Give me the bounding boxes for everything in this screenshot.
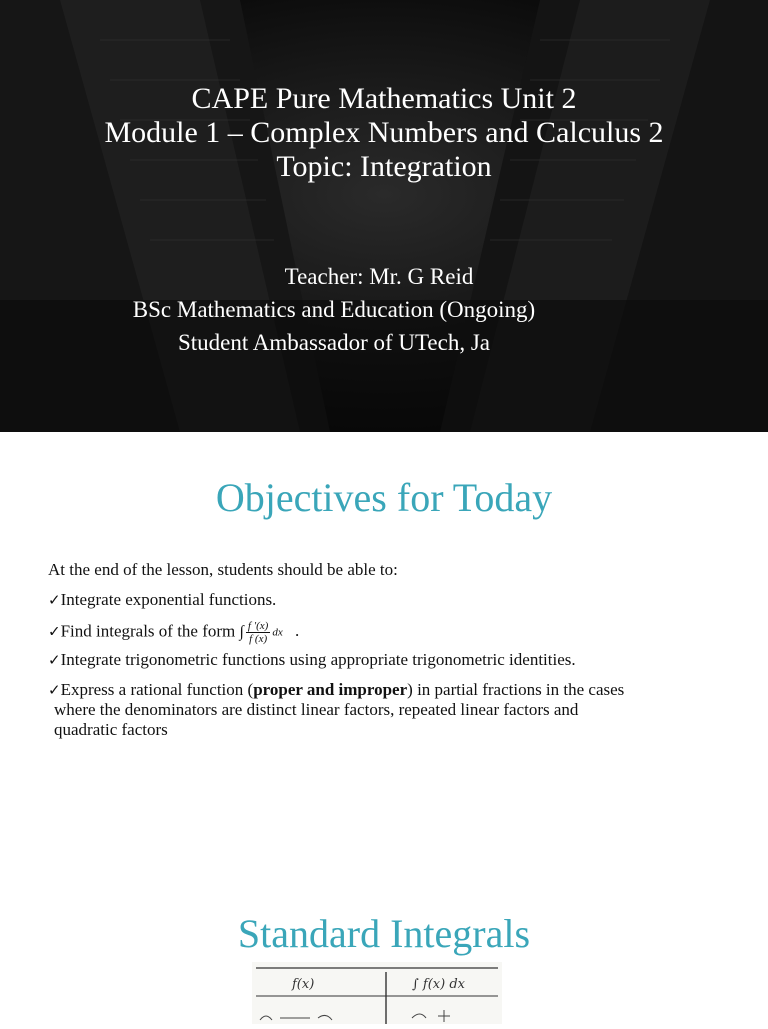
objectives-intro: At the end of the lesson, students should be able to: — [48, 560, 398, 579]
check-icon: ✓ — [48, 681, 61, 699]
handwritten-table — [252, 962, 502, 1024]
check-icon: ✓ — [48, 622, 61, 641]
topic-title: Topic: Integration — [276, 150, 492, 183]
formula-fraction — [246, 620, 270, 645]
objectives-slide — [0, 432, 768, 862]
check-icon: ✓ — [48, 651, 61, 669]
teacher-name: Teacher: Mr. G Reid — [284, 264, 474, 289]
title-slide — [0, 0, 768, 432]
objectives-list — [48, 560, 728, 740]
teacher-role: Student Ambassador of UTech, Ja — [177, 330, 491, 355]
formula-period: . — [294, 621, 300, 641]
title-block — [0, 82, 768, 184]
objective-text: Express a rational function ( — [60, 680, 254, 699]
city-skyline-background — [0, 0, 768, 432]
fraction-numerator: f ′(x) — [247, 620, 269, 632]
integral-symbol: ∫ — [239, 623, 244, 641]
course-title: CAPE Pure Mathematics Unit 2 — [191, 82, 577, 115]
objectives-heading: Objectives for Today — [215, 475, 553, 520]
standard-integrals-slide — [0, 862, 768, 1024]
objective-text-rest: ) in partial fractions in the cases — [407, 680, 625, 699]
objective-text: Find integrals of the form — [60, 621, 236, 641]
objective-item — [48, 650, 728, 680]
table-header-right: ∫ f(x) dx — [412, 977, 465, 992]
teacher-degree: BSc Mathematics and Education (Ongoing) — [132, 297, 536, 322]
table-header-left: f(x) — [292, 977, 315, 992]
objective-item — [48, 620, 728, 650]
objective-text: Integrate trigonometric functions using appropriate trigonometric identities. — [60, 650, 576, 669]
objective-item — [48, 680, 728, 740]
handwritten-table-drawing — [252, 962, 502, 1024]
standard-integrals-heading: Standard Integrals — [237, 911, 531, 956]
check-icon: ✓ — [48, 591, 61, 609]
teacher-block — [0, 260, 768, 359]
objective-bold-phrase: proper and improper — [253, 680, 408, 699]
formula-dx: dx — [272, 626, 283, 639]
objective-text: Integrate exponential functions. — [60, 590, 277, 609]
objective-continuation: where the denominators are distinct linear factors, repeated linear factors and — [54, 700, 579, 719]
objective-continuation: quadratic factors — [54, 720, 168, 739]
fraction-denominator: f (x) — [249, 633, 268, 645]
objective-item — [48, 590, 728, 620]
module-title: Module 1 – Complex Numbers and Calculus 2 — [104, 116, 664, 149]
